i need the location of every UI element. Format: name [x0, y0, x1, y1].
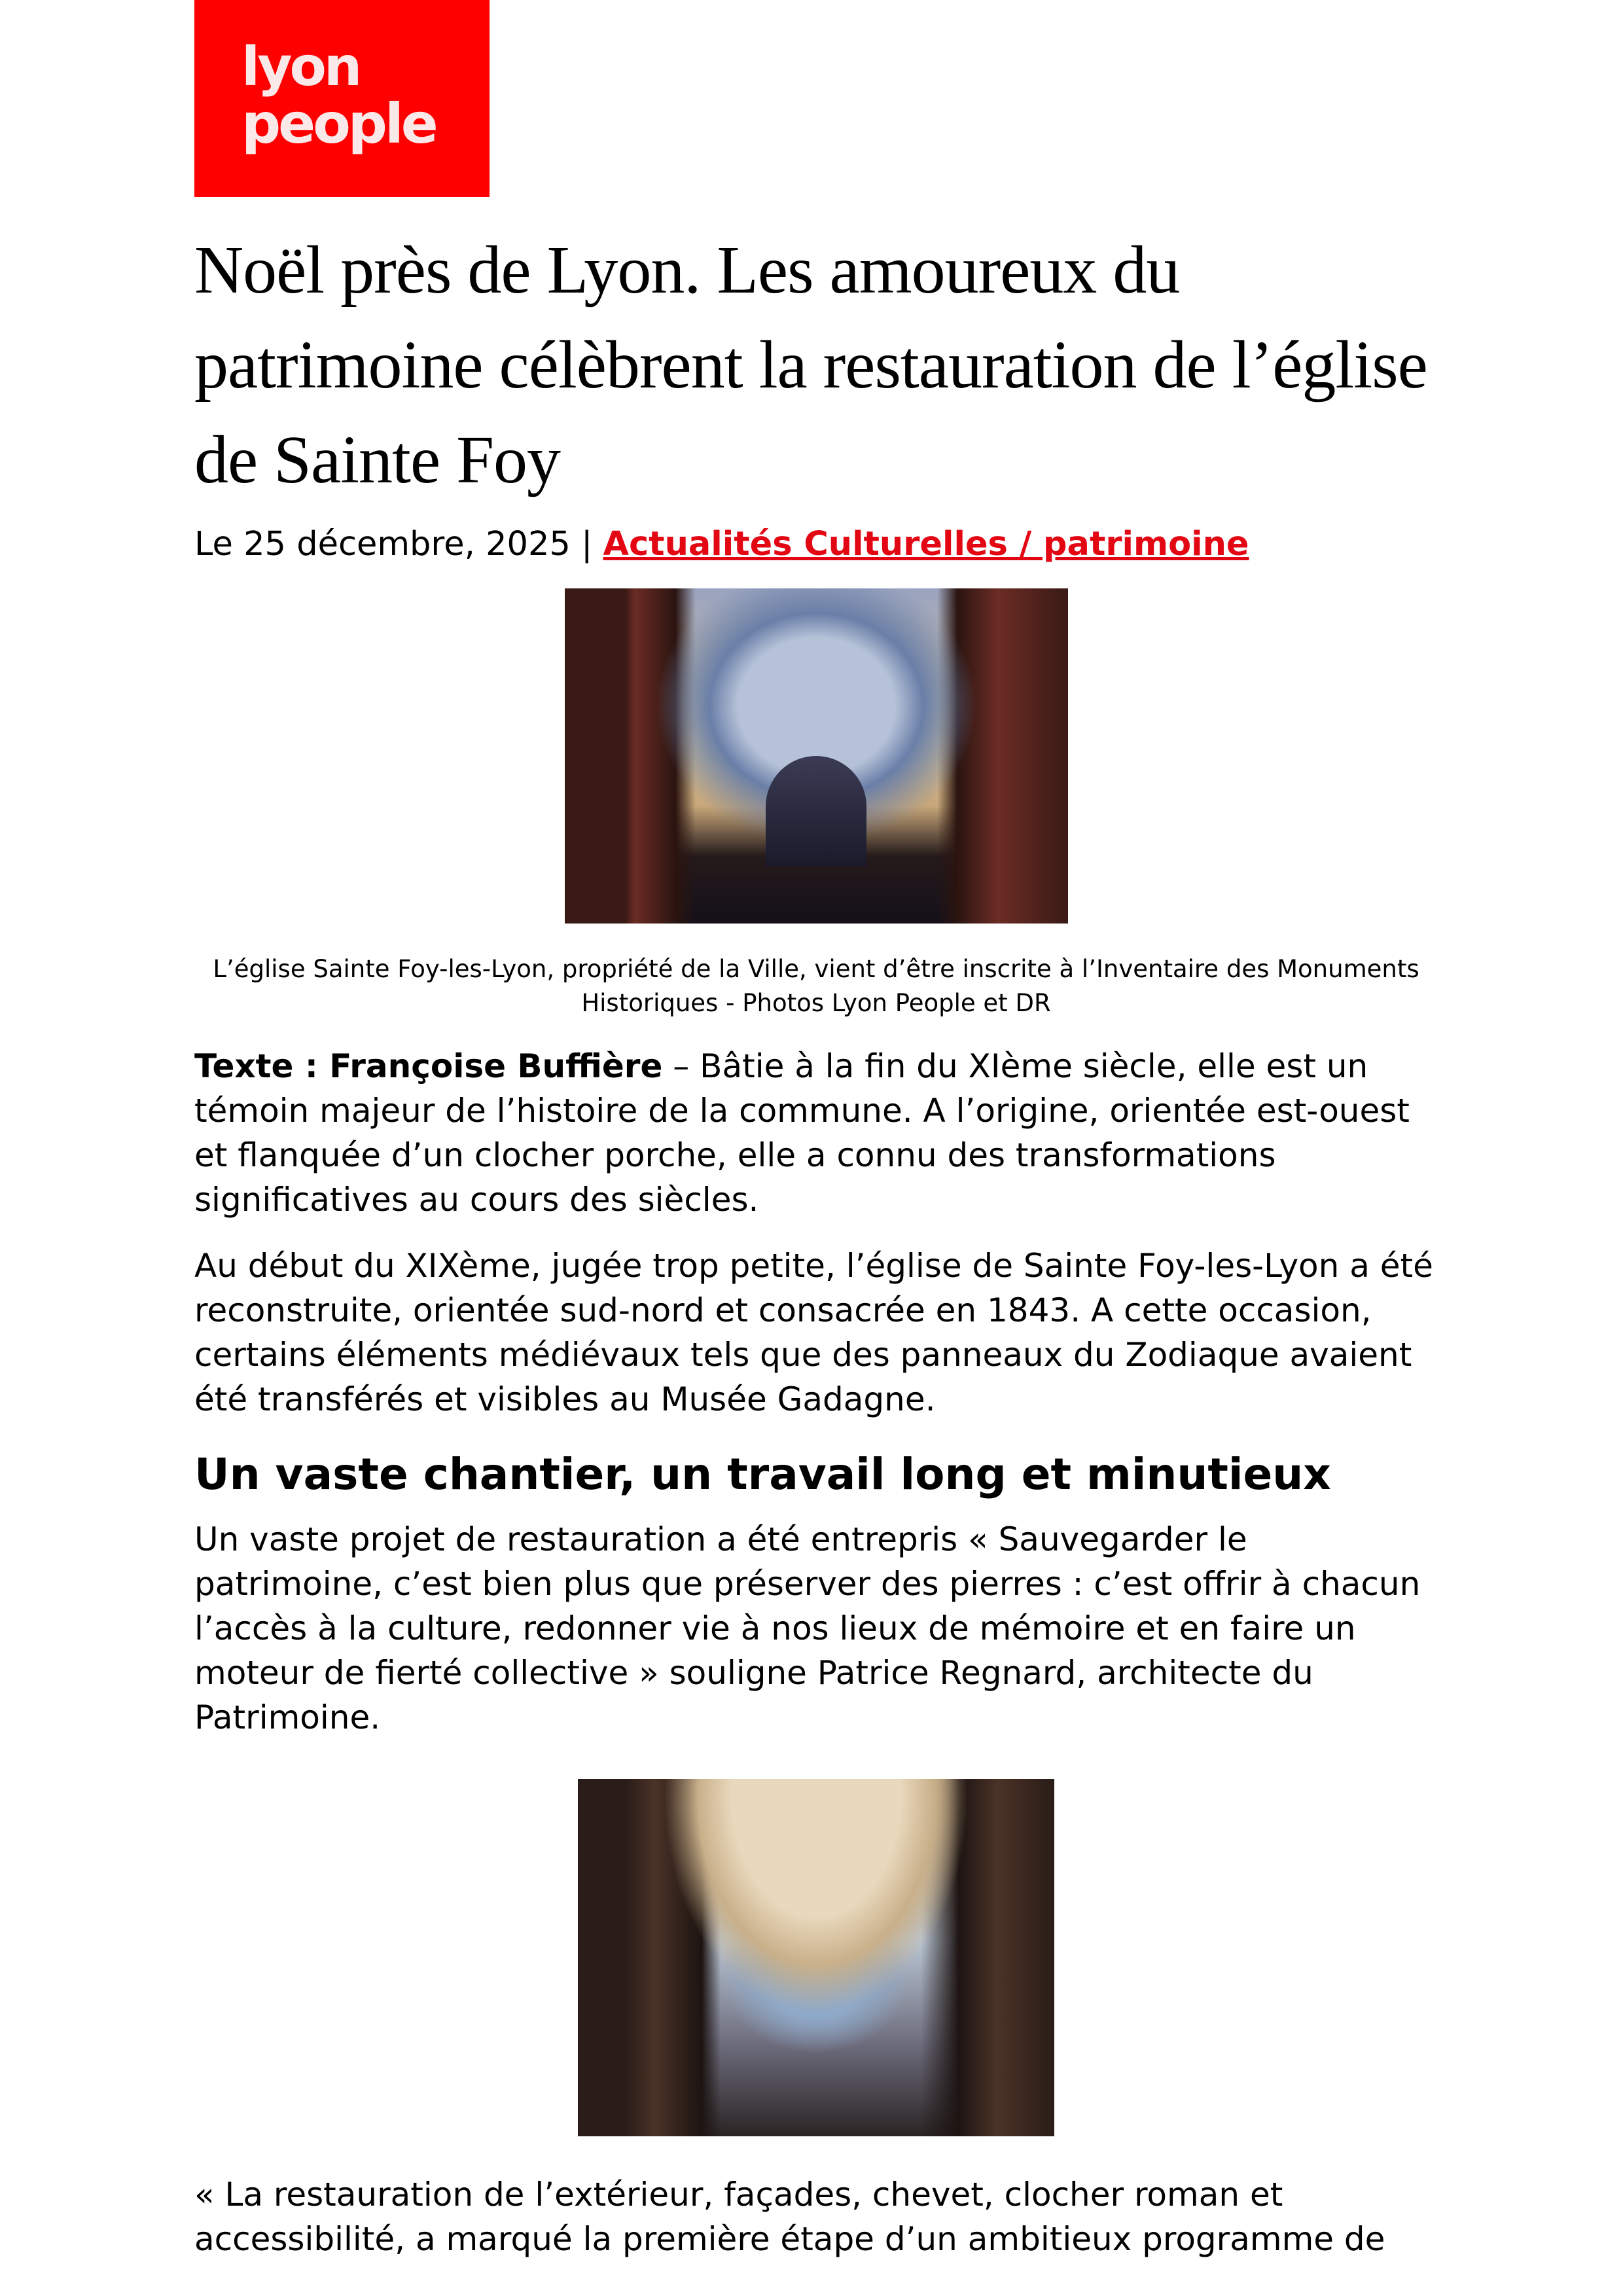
logo-text-lyon: lyon	[241, 36, 360, 98]
paragraph-intro	[194, 1044, 1438, 1222]
article-meta	[194, 522, 1438, 567]
author-credit: Texte : Françoise Buffière	[194, 1047, 663, 1085]
article	[194, 223, 1438, 2261]
logo-text-people: people	[241, 92, 436, 156]
church-nave-photo	[578, 1779, 1054, 2136]
section-heading: Un vaste chantier, un travail long et minutieux	[194, 1449, 1331, 1499]
meta-separator: |	[570, 525, 603, 564]
logo-wordmark	[241, 36, 436, 156]
article-title: Noël près de Lyon. Les amoureux du patrimoine célèbrent la restauration de l’église de Sainte Foy	[194, 232, 1427, 497]
paragraph-history: Au début du XIXème, jugée trop petite, l’église de Sainte Foy-les-Lyon a été reconstruite, orientée sud-nord et consacrée en 1843. A cette occasion, certains éléments médiévaux tels que des panneaux du Zodiaque avaient été transférés et visibles au Musée Gadagne.	[194, 1247, 1433, 1418]
lyon-people-logo[interactable]	[194, 0, 490, 197]
photo-caption: L’église Sainte Foy-les-Lyon, propriété de la Ville, vient d’être inscrite à l’Inventaire des Monuments Historiques - Photos Lyon People et DR	[213, 955, 1419, 1017]
category-link[interactable]: Actualités Culturelles / patrimoine	[603, 525, 1249, 564]
paragraph-project: Un vaste projet de restauration a été entrepris « Sauvegarder le patrimoine, c’est bien plus que préserver des pierres : c’est offrir à chacun l’accès à la culture, redonner vie à nos lieux de mémoire et en faire un moteur de fierté collective » souligne Patrice Regnard, architecte du Patrimoine.	[194, 1520, 1421, 1736]
paragraph-intro-text: – Bâtie à la fin du XIème siècle, elle est un témoin majeur de l’histoire de la commune. A l’origine, orientée est-ouest et flanquée d’un clocher porche, elle a connu des transformations significatives au cours des siècles.	[194, 1047, 1410, 1219]
church-interior-photo	[565, 588, 1068, 924]
paragraph-restoration: « La restauration de l’extérieur, façades, chevet, clocher roman et accessibilité, a marqué la première étape d’un ambitieux programme de	[194, 2176, 1385, 2258]
article-date: Le 25 décembre, 2025	[194, 525, 571, 564]
